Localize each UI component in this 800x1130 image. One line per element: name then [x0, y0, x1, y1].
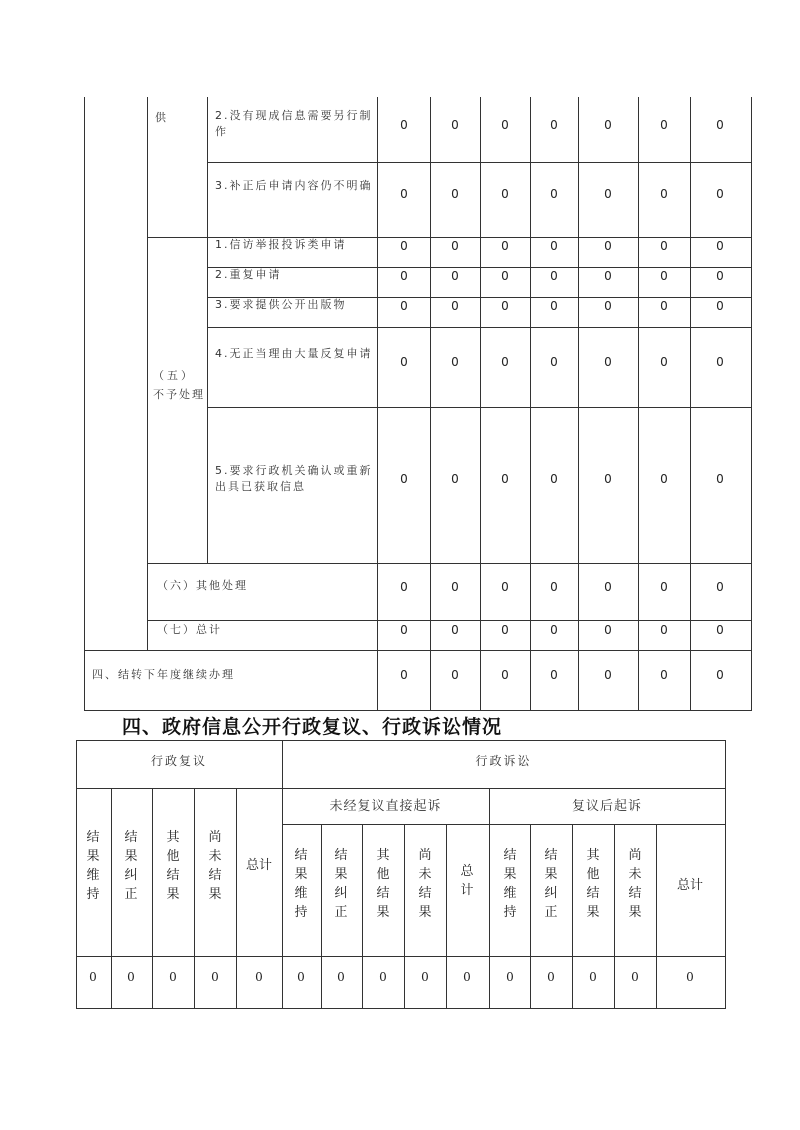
- section-title: 四、政府信息公开行政复议、行政诉讼情况: [122, 716, 503, 738]
- value-cell: 0: [501, 269, 509, 283]
- value-cell: 0: [604, 623, 612, 637]
- col-divider: [282, 740, 283, 1009]
- col-divider: [572, 824, 573, 1009]
- value-cell: 0: [550, 187, 558, 201]
- value-cell: 0: [660, 269, 668, 283]
- col-divider: [656, 824, 657, 1009]
- value-cell: 0: [451, 668, 459, 682]
- group-label-provide: 供: [155, 111, 168, 124]
- group-label-five-number: （五）: [153, 369, 195, 382]
- row-label: 4.无正当理由大量反复申请: [215, 347, 373, 360]
- direct-suit-header: 未经复议直接起诉: [329, 799, 442, 814]
- value-cell: 0: [604, 239, 612, 253]
- value-cell: 0: [604, 355, 612, 369]
- value-cell: 0: [716, 239, 724, 253]
- col-divider: [111, 788, 112, 1009]
- value-cell: 0: [716, 472, 724, 486]
- row-label: 2.没有现成信息需要另行制作: [215, 109, 373, 138]
- value-cell: 0: [604, 472, 612, 486]
- value-cell: 0: [550, 269, 558, 283]
- value-cell: 0: [337, 970, 345, 984]
- value-cell: 0: [400, 580, 408, 594]
- row-label: 3.补正后申请内容仍不明确: [215, 179, 373, 192]
- value-cell: 0: [400, 118, 408, 132]
- value-cell: 0: [716, 299, 724, 313]
- value-cell: 0: [451, 299, 459, 313]
- value-cell: 0: [451, 118, 459, 132]
- value-cell: 0: [660, 580, 668, 594]
- value-cell: 0: [550, 355, 558, 369]
- value-cell: 0: [169, 970, 177, 984]
- row-label: 1.信访举报投诉类申请: [215, 238, 347, 251]
- col-divider: [446, 824, 447, 1009]
- value-cell: 0: [211, 970, 219, 984]
- value-cell: 0: [501, 623, 509, 637]
- value-cell: 0: [550, 118, 558, 132]
- column-header: 尚未结果: [208, 830, 222, 902]
- column-header: 尚未结果: [628, 848, 642, 920]
- value-cell: 0: [547, 970, 555, 984]
- value-cell: 0: [451, 355, 459, 369]
- value-cell: 0: [89, 970, 97, 984]
- value-cell: 0: [127, 970, 135, 984]
- value-cell: 0: [660, 187, 668, 201]
- review-header: 行政复议: [150, 754, 207, 768]
- value-cell: 0: [379, 970, 387, 984]
- col-divider: [76, 740, 77, 1009]
- group-label-five-title: 不予处理: [153, 388, 205, 401]
- value-cell: 0: [660, 623, 668, 637]
- value-cell: 0: [716, 623, 724, 637]
- col-divider: [530, 824, 531, 1009]
- row-label: 3.要求提供公开出版物: [215, 298, 347, 311]
- value-cell: 0: [400, 668, 408, 682]
- row-divider: [282, 824, 725, 825]
- value-cell: 0: [501, 187, 509, 201]
- value-cell: 0: [716, 355, 724, 369]
- column-header: 其他结果: [376, 848, 390, 920]
- column-header: 结果纠正: [124, 830, 138, 902]
- value-cell: 0: [506, 970, 514, 984]
- col-divider: [725, 740, 726, 1009]
- value-cell: 0: [660, 239, 668, 253]
- value-cell: 0: [604, 269, 612, 283]
- col-divider: [489, 788, 490, 1009]
- value-cell: 0: [660, 668, 668, 682]
- value-cell: 0: [660, 299, 668, 313]
- value-cell: 0: [550, 239, 558, 253]
- column-header: 结果纠正: [544, 848, 558, 920]
- value-cell: 0: [297, 970, 305, 984]
- value-cell: 0: [604, 668, 612, 682]
- value-cell: 0: [550, 668, 558, 682]
- column-header: 尚未结果: [418, 848, 432, 920]
- value-cell: 0: [451, 269, 459, 283]
- column-header: 结果维持: [86, 830, 100, 902]
- row-label: （六）其他处理: [157, 579, 248, 592]
- table-bottom-border: [76, 1008, 725, 1009]
- col-divider: [236, 788, 237, 1009]
- value-cell: 0: [716, 668, 724, 682]
- col-divider: [362, 824, 363, 1009]
- value-cell: 0: [451, 472, 459, 486]
- column-header: 总计: [676, 878, 703, 893]
- value-cell: 0: [631, 970, 639, 984]
- value-cell: 0: [501, 580, 509, 594]
- row-label: 5.要求行政机关确认或重新出具已获取信息: [215, 464, 373, 493]
- value-cell: 0: [400, 472, 408, 486]
- column-header: 总计: [460, 864, 474, 898]
- value-cell: 0: [400, 299, 408, 313]
- value-cell: 0: [400, 623, 408, 637]
- value-cell: 0: [501, 118, 509, 132]
- value-cell: 0: [550, 580, 558, 594]
- value-cell: 0: [604, 187, 612, 201]
- value-cell: 0: [501, 239, 509, 253]
- column-header: 结果维持: [294, 848, 308, 920]
- value-cell: 0: [660, 355, 668, 369]
- value-cell: 0: [589, 970, 597, 984]
- value-cell: 0: [550, 623, 558, 637]
- column-header: 其他结果: [586, 848, 600, 920]
- value-cell: 0: [451, 239, 459, 253]
- value-cell: 0: [716, 269, 724, 283]
- value-cell: 0: [400, 269, 408, 283]
- value-cell: 0: [716, 118, 724, 132]
- value-cell: 0: [660, 118, 668, 132]
- value-cell: 0: [716, 580, 724, 594]
- row-divider: [76, 956, 725, 957]
- row-label: 2.重复申请: [215, 268, 282, 281]
- col-divider: [404, 824, 405, 1009]
- column-header: 结果纠正: [334, 848, 348, 920]
- column-header: 结果维持: [503, 848, 517, 920]
- col-divider: [194, 788, 195, 1009]
- row-divider: [76, 788, 725, 789]
- value-cell: 0: [550, 299, 558, 313]
- value-cell: 0: [400, 355, 408, 369]
- value-cell: 0: [686, 970, 694, 984]
- value-cell: 0: [451, 623, 459, 637]
- value-cell: 0: [255, 970, 263, 984]
- litigation-header: 行政诉讼: [475, 754, 532, 768]
- value-cell: 0: [501, 355, 509, 369]
- value-cell: 0: [400, 187, 408, 201]
- value-cell: 0: [501, 299, 509, 313]
- value-cell: 0: [451, 187, 459, 201]
- value-cell: 0: [716, 187, 724, 201]
- row-label: 四、结转下年度继续办理: [92, 668, 235, 681]
- value-cell: 0: [451, 580, 459, 594]
- column-header: 其他结果: [166, 830, 180, 902]
- value-cell: 0: [604, 580, 612, 594]
- col-divider: [614, 824, 615, 1009]
- value-cell: 0: [501, 472, 509, 486]
- value-cell: 0: [550, 472, 558, 486]
- value-cell: 0: [660, 472, 668, 486]
- value-cell: 0: [421, 970, 429, 984]
- column-header: 总计: [245, 858, 272, 873]
- value-cell: 0: [501, 668, 509, 682]
- value-cell: 0: [463, 970, 471, 984]
- row-label: （七）总计: [157, 623, 222, 636]
- after-review-header: 复议后起诉: [571, 799, 642, 814]
- value-cell: 0: [604, 118, 612, 132]
- col-divider: [321, 824, 322, 1009]
- table-top-border: [76, 740, 725, 741]
- value-cell: 0: [400, 239, 408, 253]
- col-divider: [152, 788, 153, 1009]
- value-cell: 0: [604, 299, 612, 313]
